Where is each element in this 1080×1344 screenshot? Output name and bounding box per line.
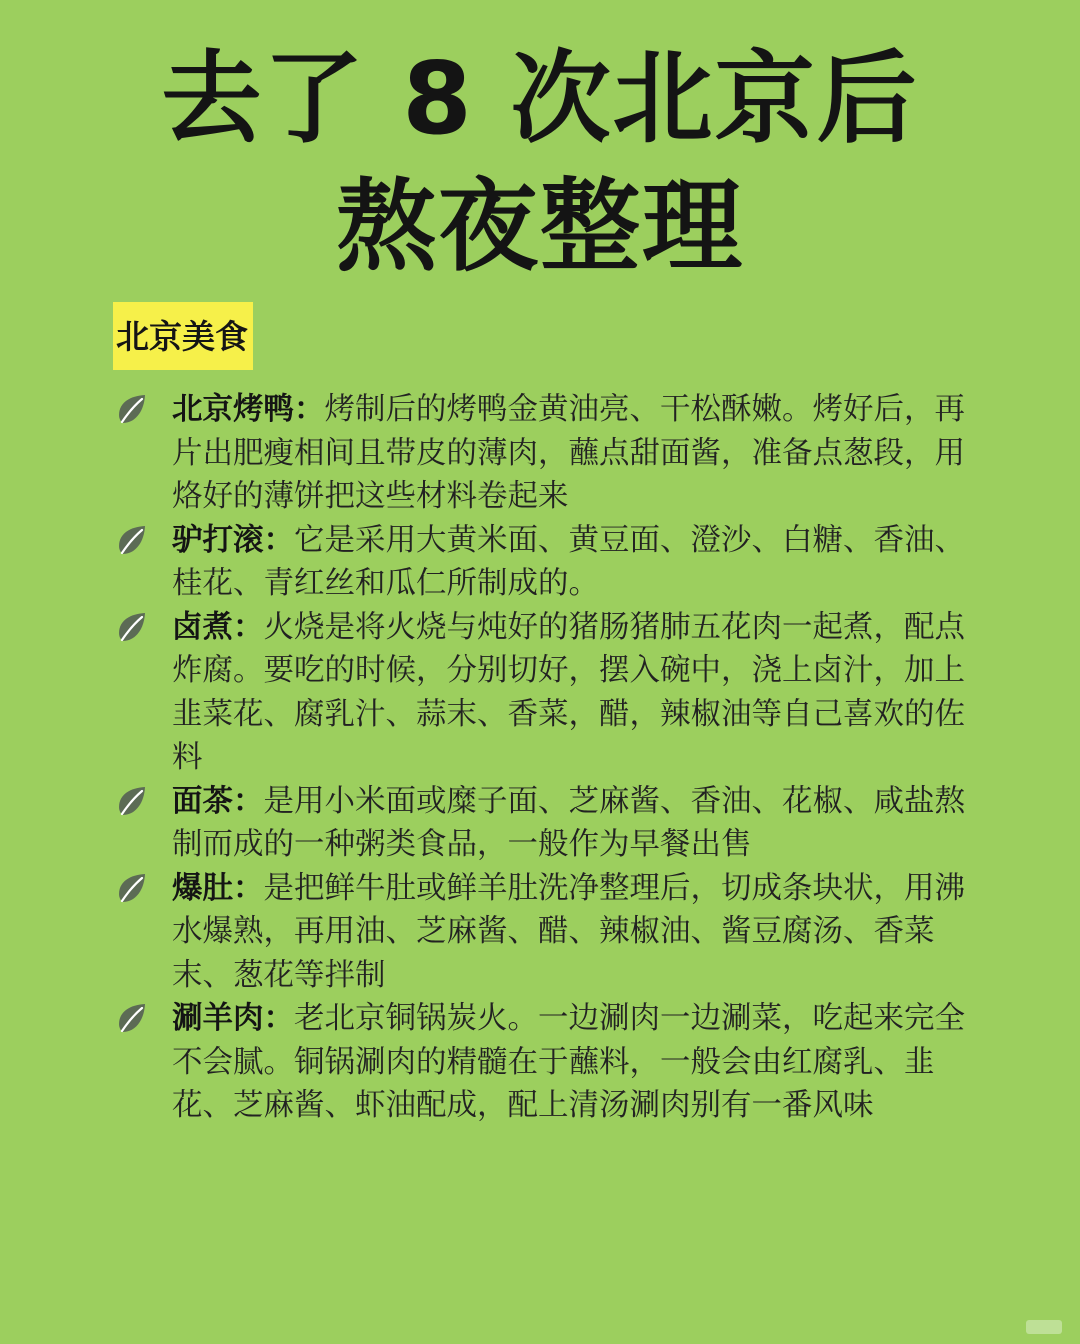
food-item-miancha — [110, 780, 990, 867]
food-list — [110, 388, 990, 1128]
food-name: 爆肚： — [172, 870, 264, 906]
food-description: 烤制后的烤鸭金黄油亮、干松酥嫩。烤好后，再片出肥瘦相间且带皮的薄肉，蘸点甜面酱，准备点葱段，用烙好的薄饼把这些材料卷起来 — [172, 392, 965, 514]
food-name: 面茶： — [172, 783, 264, 819]
food-name: 北京烤鸭： — [172, 392, 325, 427]
leaf-icon — [114, 1000, 150, 1036]
food-item-luzhu — [110, 606, 990, 780]
food-description: 它是采用大黄米面、黄豆面、澄沙、白糖、香油、桂花、青红丝和瓜仁所制成的。 — [172, 522, 965, 601]
title-line-1: 去了 8 次北京后 — [161, 40, 919, 158]
leaf-icon — [114, 391, 150, 427]
food-name: 驴打滚： — [172, 522, 294, 558]
title-line-2: 熬夜整理 — [336, 168, 744, 286]
food-name: 卤煮： — [172, 609, 264, 645]
food-description: 老北京铜锅炭火。一边涮肉一边涮菜，吃起来完全不会腻。铜锅涮肉的精髓在于蘸料，一般会由红腐乳、韭花、芝麻酱、虾油配成，配上清汤涮肉别有一番风味 — [172, 1001, 965, 1123]
food-description: 是把鲜牛肚或鲜羊肚洗净整理后，切成条块状，用沸水爆熟，再用油、芝麻酱、醋、辣椒油、酱豆腐汤、香菜末、葱花等拌制 — [172, 870, 965, 993]
food-item-baodu — [110, 867, 990, 998]
leaf-icon — [114, 783, 150, 819]
leaf-icon — [114, 609, 150, 645]
food-item-roast-duck — [110, 388, 990, 519]
page-title — [0, 35, 1080, 291]
leaf-icon — [114, 870, 150, 906]
food-name: 涮羊肉： — [172, 1001, 294, 1036]
watermark-badge — [1026, 1320, 1062, 1334]
section-heading-beijing-food: 北京美食 — [113, 302, 253, 370]
leaf-icon — [114, 522, 150, 558]
food-description: 是用小米面或糜子面、芝麻酱、香油、花椒、咸盐熬制而成的一种粥类食品，一般作为早餐出售 — [172, 783, 965, 862]
food-description: 火烧是将火烧与炖好的猪肠猪肺五花肉一起煮，配点炸腐。要吃的时候，分别切好，摆入碗中，浇上卤汁，加上韭菜花、腐乳汁、蒜末、香菜，醋，辣椒油等自己喜欢的佐料 — [172, 609, 965, 775]
food-item-ludagun — [110, 519, 990, 606]
food-item-shuanyangrou — [110, 997, 990, 1128]
